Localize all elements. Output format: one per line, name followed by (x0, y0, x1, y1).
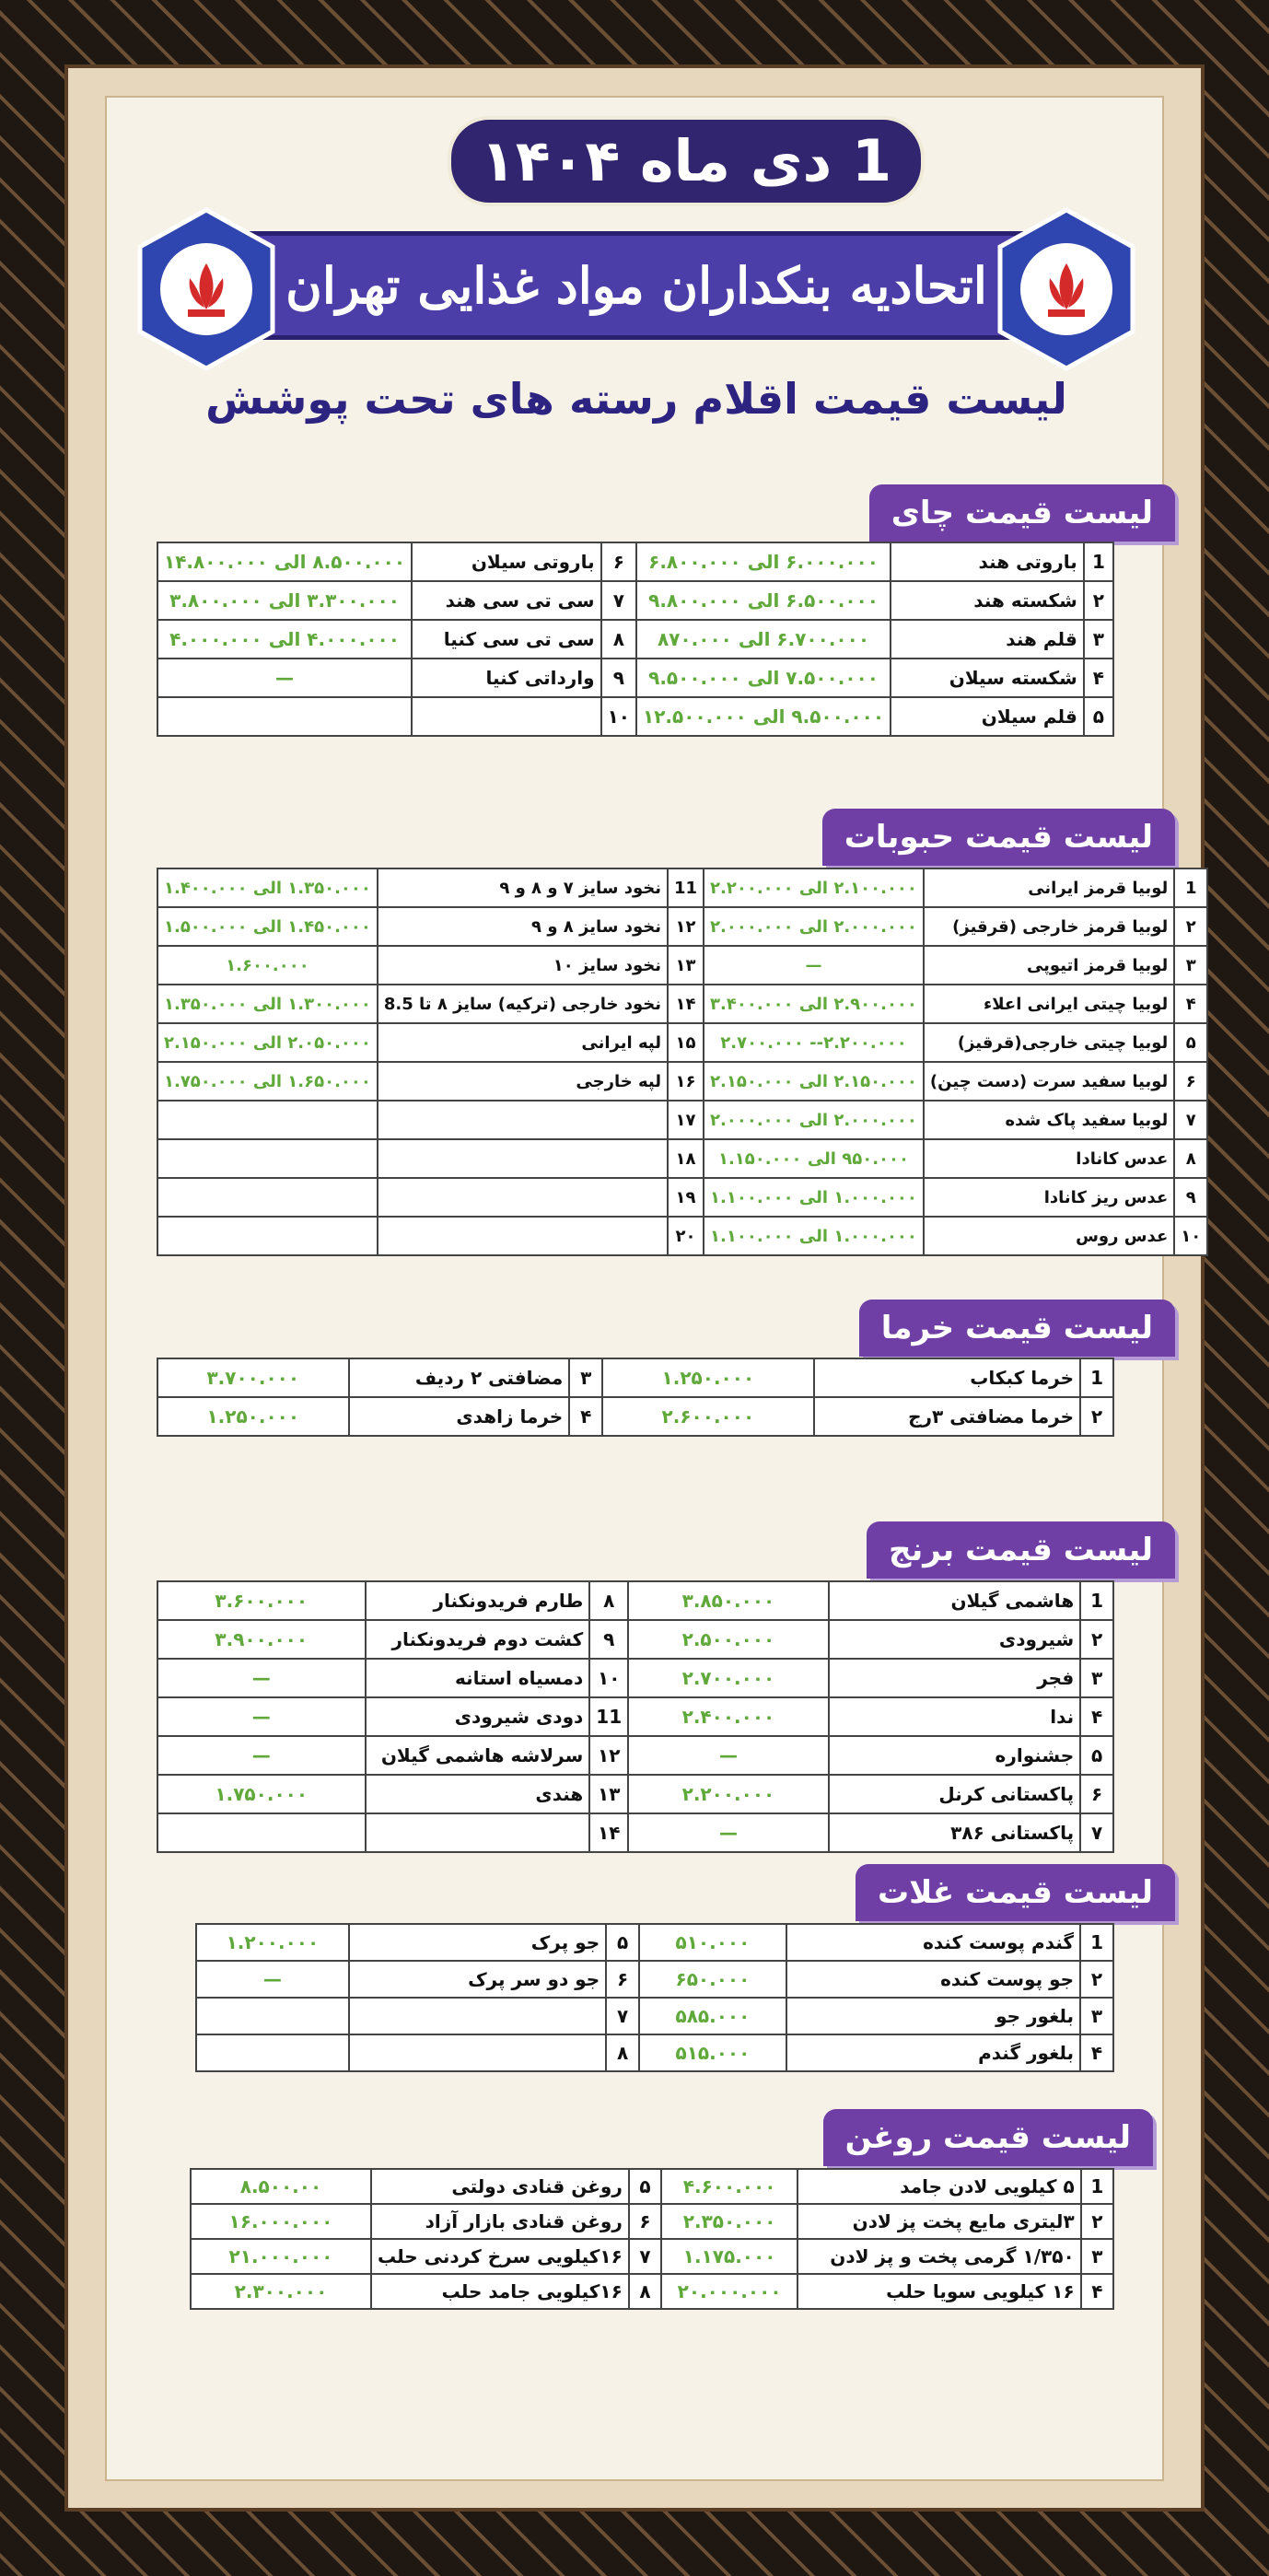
item-price (157, 1101, 378, 1139)
main-title: لیست قیمت اقلام رسته های تحت پوشش (205, 374, 1067, 424)
item-price (157, 1178, 378, 1217)
item-price: ۲.۶۰۰.۰۰۰ (602, 1397, 813, 1436)
item-name: شکسته سیلان (891, 659, 1084, 697)
item-price: ۱.۱۷۵.۰۰۰ (661, 2239, 797, 2274)
row-number: 1 (1174, 868, 1207, 907)
item-price: ۲.۰۰۰.۰۰۰ الی ۲.۰۰۰.۰۰۰ (704, 907, 924, 946)
item-price (157, 697, 412, 736)
item-price: ۲.۱۰۰.۰۰۰ الی ۲.۲۰۰.۰۰۰ (704, 868, 924, 907)
item-name: لپه خارجی (378, 1062, 668, 1101)
row-number: ۲ (1080, 1397, 1113, 1436)
item-price: ۱.۲۵۰.۰۰۰ (157, 1397, 349, 1436)
row-number: ۱۳ (668, 946, 704, 985)
item-price: ۱.۷۵۰.۰۰۰ (157, 1775, 366, 1813)
item-name: لوبیا سفید سرت (دست چین) (924, 1062, 1174, 1101)
row-number: ۵ (1084, 697, 1113, 736)
item-name: باروتی سیلان (412, 542, 601, 581)
item-price: ۸.۵۰۰.۰۰۰ الی ۱۴.۸۰۰.۰۰۰ (157, 542, 412, 581)
table-row (157, 697, 1113, 736)
table-row (157, 1358, 1113, 1397)
item-name: خرما کبکاب (814, 1358, 1081, 1397)
item-name: کشت دوم فریدونکنار (366, 1620, 590, 1659)
item-price: ۶.۰۰۰.۰۰۰ الی ۶.۸۰۰.۰۰۰ (636, 542, 891, 581)
table-row (157, 1139, 1207, 1178)
row-number: 1 (1084, 542, 1113, 581)
item-price (196, 2034, 349, 2071)
item-name: نخود سایز ۷ و ۸ و ۹ (378, 868, 668, 907)
row-number: ۸ (589, 1581, 628, 1620)
row-number: 11 (668, 868, 704, 907)
row-number: ۹ (1174, 1178, 1207, 1217)
item-price: — (157, 659, 412, 697)
grains-price-table (195, 1923, 1114, 2072)
item-name: فجر (829, 1659, 1080, 1697)
item-name: ۱۶کیلویی جامد حلب (371, 2274, 629, 2309)
item-price (196, 1998, 349, 2034)
item-name: جشنواره (829, 1736, 1080, 1775)
row-number: ۵ (629, 2169, 661, 2204)
item-name: روغن قنادی دولتی (371, 2169, 629, 2204)
union-banner: اتحادیه بنکداران مواد غذایی تهران (208, 231, 1065, 340)
row-number: ۵ (606, 1924, 639, 1961)
row-number: ۷ (1080, 1813, 1113, 1852)
row-number: ۳ (1080, 1998, 1113, 2034)
row-number: ۱۰ (601, 697, 636, 736)
table-row (157, 907, 1207, 946)
row-number: ۵ (1174, 1023, 1207, 1062)
table-row (191, 2204, 1113, 2239)
row-number: ۷ (601, 581, 636, 620)
item-price (157, 1813, 366, 1852)
row-number: ۴ (1081, 2274, 1113, 2309)
item-price: ۱.۳۰۰.۰۰۰ الی ۱.۳۵۰.۰۰۰ (157, 985, 378, 1023)
item-name: قلم هند (891, 620, 1084, 659)
table-row (157, 1023, 1207, 1062)
row-number: ۶ (606, 1961, 639, 1998)
table-row (191, 2274, 1113, 2309)
item-name: لوبیا چیتی خارجی(قرقیز) (924, 1023, 1174, 1062)
item-name: شیرودی (829, 1620, 1080, 1659)
item-price: ۶.۵۰۰.۰۰۰ الی ۹.۸۰۰.۰۰۰ (636, 581, 891, 620)
item-name (378, 1178, 668, 1217)
row-number: ۲ (1081, 2204, 1113, 2239)
table-row (157, 1659, 1113, 1697)
table-row (157, 946, 1207, 985)
row-number: ۸ (1174, 1139, 1207, 1178)
content-panel (105, 96, 1202, 2481)
item-price: ۳.۷۰۰.۰۰۰ (157, 1358, 349, 1397)
item-name: ۵ کیلویی لادن جامد (797, 2169, 1081, 2204)
row-number: ۷ (629, 2239, 661, 2274)
tea-price-table (157, 542, 1114, 737)
item-name: پاکستانی ۳۸۶ (829, 1813, 1080, 1852)
row-number: ۵ (1080, 1736, 1113, 1775)
item-name: نخود خارجی (ترکیه) سایز ۸ تا 8.5 (378, 985, 668, 1023)
oil-price-table (190, 2168, 1114, 2310)
item-name: قلم سیلان (891, 697, 1084, 736)
row-number: ۱۵ (668, 1023, 704, 1062)
item-name: دمسیاه استانه (366, 1659, 590, 1697)
item-price: ۸.۵۰۰.۰۰ (191, 2169, 371, 2204)
item-price: ۲.۳۵۰.۰۰۰ (661, 2204, 797, 2239)
row-number: ۱۲ (589, 1736, 628, 1775)
item-price: ۱.۲۰۰.۰۰۰ (196, 1924, 349, 1961)
item-name: هاشمی گیلان (829, 1581, 1080, 1620)
item-price: ۶۵۰.۰۰۰ (639, 1961, 786, 1998)
row-number: ۱۸ (668, 1139, 704, 1178)
item-price: — (628, 1736, 829, 1775)
row-number: ۲ (1080, 1620, 1113, 1659)
item-price: ۲.۰۵۰.۰۰۰ الی ۲.۱۵۰.۰۰۰ (157, 1023, 378, 1062)
tea-section-title: لیست قیمت چای (869, 484, 1175, 542)
row-number: ۱۲ (668, 907, 704, 946)
table-row (196, 1924, 1113, 1961)
item-name: طارم فریدونکنار (366, 1581, 590, 1620)
row-number: ۷ (1174, 1101, 1207, 1139)
legumes-section-title: لیست قیمت حبوبات (822, 809, 1175, 866)
row-number: ۱۳ (589, 1775, 628, 1813)
item-price: ۶.۷۰۰.۰۰۰ الی ۸۷۰.۰۰۰ (636, 620, 891, 659)
table-row (191, 2169, 1113, 2204)
item-name (349, 1998, 606, 2034)
row-number: ۶ (629, 2204, 661, 2239)
item-price: ۹۵۰.۰۰۰ الی ۱.۱۵۰.۰۰۰ (704, 1139, 924, 1178)
item-name (349, 2034, 606, 2071)
item-price: ۳.۸۵۰.۰۰۰ (628, 1581, 829, 1620)
item-price: ۱.۲۵۰.۰۰۰ (602, 1358, 813, 1397)
row-number: ۲۰ (668, 1217, 704, 1255)
item-name: لپه ایرانی (378, 1023, 668, 1062)
row-number: ۱۴ (668, 985, 704, 1023)
row-number: ۷ (606, 1998, 639, 2034)
table-row (157, 1217, 1207, 1255)
item-price: ۲.۹۰۰.۰۰۰ الی ۳.۴۰۰.۰۰۰ (704, 985, 924, 1023)
item-price: ۹.۵۰۰.۰۰۰ الی ۱۲.۵۰۰.۰۰۰ (636, 697, 891, 736)
grains-section-title: لیست قیمت غلات (856, 1864, 1175, 1921)
row-number: ۸ (606, 2034, 639, 2071)
table-row (157, 542, 1113, 581)
row-number: ۸ (629, 2274, 661, 2309)
item-price: ۳.۶۰۰.۰۰۰ (157, 1581, 366, 1620)
item-price: — (157, 1697, 366, 1736)
item-name: لوبیا چیتی ایرانی اعلاء (924, 985, 1174, 1023)
row-number: ۳ (1174, 946, 1207, 985)
row-number: 1 (1080, 1924, 1113, 1961)
item-name: ندا (829, 1697, 1080, 1736)
row-number: 1 (1080, 1358, 1113, 1397)
row-number: ۶ (601, 542, 636, 581)
row-number: ۴ (1080, 2034, 1113, 2071)
table-row (157, 1062, 1207, 1101)
item-price: ۴.۶۰۰.۰۰۰ (661, 2169, 797, 2204)
item-name: لوبیا قرمز اتیوپی (924, 946, 1174, 985)
table-row (196, 1998, 1113, 2034)
item-name: خرما زاهدی (349, 1397, 570, 1436)
item-name: دودی شیرودی (366, 1697, 590, 1736)
item-name: بلغور گندم (786, 2034, 1080, 2071)
table-row (157, 1581, 1113, 1620)
oil-section-title: لیست قیمت روغن (823, 2109, 1153, 2166)
item-name: شکسته هند (891, 581, 1084, 620)
item-price: ۲.۲۰۰.۰۰۰ (628, 1775, 829, 1813)
item-price: — (196, 1961, 349, 1998)
row-number: ۳ (569, 1358, 602, 1397)
row-number: ۶ (1080, 1775, 1113, 1813)
item-price: ۵۸۵.۰۰۰ (639, 1998, 786, 2034)
item-price: ۵۱۰.۰۰۰ (639, 1924, 786, 1961)
item-name: روغن قنادی بازار آزاد (371, 2204, 629, 2239)
table-row (157, 1775, 1113, 1813)
item-name: عدس کانادا (924, 1139, 1174, 1178)
rice-price-table (157, 1580, 1114, 1853)
item-name: باروتی هند (891, 542, 1084, 581)
table-row (196, 2034, 1113, 2071)
item-name (366, 1813, 590, 1852)
item-name: نخود سایز ۱۰ (378, 946, 668, 985)
table-row (157, 581, 1113, 620)
item-name: جو پوست کنده (786, 1961, 1080, 1998)
row-number: ۳ (1080, 1659, 1113, 1697)
row-number: 11 (589, 1697, 628, 1736)
row-number: ۱۰ (589, 1659, 628, 1697)
row-number: ۱۴ (589, 1813, 628, 1852)
item-price: ۲.۰۰۰.۰۰۰ الی ۲.۰۰۰.۰۰۰ (704, 1101, 924, 1139)
item-name (378, 1101, 668, 1139)
table-row (157, 1697, 1113, 1736)
item-name: ۱۶ کیلویی سویا حلب (797, 2274, 1081, 2309)
dates-section-title: لیست قیمت خرما (859, 1300, 1175, 1357)
item-name: سرلاشه هاشمی گیلان (366, 1736, 590, 1775)
row-number: ۱۹ (668, 1178, 704, 1217)
item-name: بلغور جو (786, 1998, 1080, 2034)
item-name (378, 1139, 668, 1178)
item-name: ۳لیتری مایع پخت پز لادن (797, 2204, 1081, 2239)
item-name (412, 697, 601, 736)
item-price: — (157, 1659, 366, 1697)
row-number: ۲ (1174, 907, 1207, 946)
item-price: ۱.۰۰۰.۰۰۰ الی ۱.۱۰۰.۰۰۰ (704, 1178, 924, 1217)
item-name: ۱۶کیلویی سرخ کردنی حلب (371, 2239, 629, 2274)
item-name: جو دو سر پرک (349, 1961, 606, 1998)
table-row (157, 985, 1207, 1023)
row-number: ۲ (1080, 1961, 1113, 1998)
item-name: عدس روس (924, 1217, 1174, 1255)
row-number: ۴ (569, 1397, 602, 1436)
row-number: ۱۰ (1174, 1217, 1207, 1255)
item-price (157, 1217, 378, 1255)
item-price: — (157, 1736, 366, 1775)
row-number: ۴ (1174, 985, 1207, 1023)
row-number: ۴ (1080, 1697, 1113, 1736)
item-price: ۱.۰۰۰.۰۰۰ الی ۱.۱۰۰.۰۰۰ (704, 1217, 924, 1255)
union-logo-left (133, 206, 280, 372)
item-price: ۲.۷۰۰.۰۰۰ (628, 1659, 829, 1697)
item-name: عدس ریز کانادا (924, 1178, 1174, 1217)
item-name (378, 1217, 668, 1255)
item-price: ۷.۵۰۰.۰۰۰ الی ۹.۵۰۰.۰۰۰ (636, 659, 891, 697)
table-row (191, 2239, 1113, 2274)
row-number: ۴ (1084, 659, 1113, 697)
item-name: هندی (366, 1775, 590, 1813)
row-number: ۳ (1084, 620, 1113, 659)
item-name: وارداتی کنیا (412, 659, 601, 697)
item-name: لوبیا قرمز ایرانی (924, 868, 1174, 907)
item-price: ۵۱۵.۰۰۰ (639, 2034, 786, 2071)
row-number: ۹ (589, 1620, 628, 1659)
dates-price-table (157, 1358, 1114, 1437)
table-row (157, 1620, 1113, 1659)
row-number: ۶ (1174, 1062, 1207, 1101)
legumes-price-table (157, 868, 1208, 1256)
item-name: لوبیا قرمز خارجی (قرقیز) (924, 907, 1174, 946)
item-price: ۲۱.۰۰۰.۰۰۰ (191, 2239, 371, 2274)
item-price: ۱.۶۵۰.۰۰۰ الی ۱.۷۵۰.۰۰۰ (157, 1062, 378, 1101)
item-name: پاکستانی کرنل (829, 1775, 1080, 1813)
row-number: 1 (1081, 2169, 1113, 2204)
item-price: ۱.۶۰۰.۰۰۰ (157, 946, 378, 985)
item-name: لوبیا سفید پاک شده (924, 1101, 1174, 1139)
table-row (157, 1101, 1207, 1139)
table-row (157, 1736, 1113, 1775)
table-row (157, 659, 1113, 697)
table-row (157, 868, 1207, 907)
item-name: جو پرک (349, 1924, 606, 1961)
table-row (157, 1178, 1207, 1217)
item-price: — (704, 946, 924, 985)
item-name: سی تی سی هند (412, 581, 601, 620)
union-logo-right (993, 206, 1140, 372)
item-price: ۳.۳۰۰.۰۰۰ الی ۳.۸۰۰.۰۰۰ (157, 581, 412, 620)
table-row (157, 1397, 1113, 1436)
row-number: ۸ (601, 620, 636, 659)
row-number: ۹ (601, 659, 636, 697)
item-price: ۲.۱۵۰.۰۰۰ الی ۲.۱۵۰.۰۰۰ (704, 1062, 924, 1101)
item-name: مضافتی ۲ ردیف (349, 1358, 570, 1397)
item-price: ۴.۰۰۰.۰۰۰ الی ۴.۰۰۰.۰۰۰ (157, 620, 412, 659)
item-price: ۲.۲۰۰.۰۰۰-- ۲.۷۰۰.۰۰۰ (704, 1023, 924, 1062)
table-row (157, 620, 1113, 659)
item-price: ۳.۹۰۰.۰۰۰ (157, 1620, 366, 1659)
item-price (157, 1139, 378, 1178)
row-number: ۱۷ (668, 1101, 704, 1139)
row-number: ۳ (1081, 2239, 1113, 2274)
item-name: خرما مضافتی ۳رج (814, 1397, 1081, 1436)
table-row (157, 1813, 1113, 1852)
item-name: سی تی سی کنیا (412, 620, 601, 659)
inner-border (64, 64, 1205, 2512)
item-price: ۲.۵۰۰.۰۰۰ (628, 1620, 829, 1659)
item-name: نخود سایز ۸ و ۹ (378, 907, 668, 946)
table-row (196, 1961, 1113, 1998)
item-price: ۱.۳۵۰.۰۰۰ الی ۱.۴۰۰.۰۰۰ (157, 868, 378, 907)
item-name: ۱/۳۵۰ گرمی پخت و پز لادن (797, 2239, 1081, 2274)
row-number: ۱۶ (668, 1062, 704, 1101)
row-number: ۲ (1084, 581, 1113, 620)
item-price: ۱۶.۰۰۰.۰۰۰ (191, 2204, 371, 2239)
date-pill: 1 دی ماه ۱۴۰۴ (448, 116, 925, 206)
item-price: ۲.۴۰۰.۰۰۰ (628, 1697, 829, 1736)
item-price: ۲.۳۰۰.۰۰۰ (191, 2274, 371, 2309)
rice-section-title: لیست قیمت برنج (867, 1521, 1175, 1579)
row-number: 1 (1080, 1581, 1113, 1620)
item-name: گندم پوست کنده (786, 1924, 1080, 1961)
item-price: ۲۰.۰۰۰.۰۰۰ (661, 2274, 797, 2309)
item-price: ۱.۴۵۰.۰۰۰ الی ۱.۵۰۰.۰۰۰ (157, 907, 378, 946)
item-price: — (628, 1813, 829, 1852)
